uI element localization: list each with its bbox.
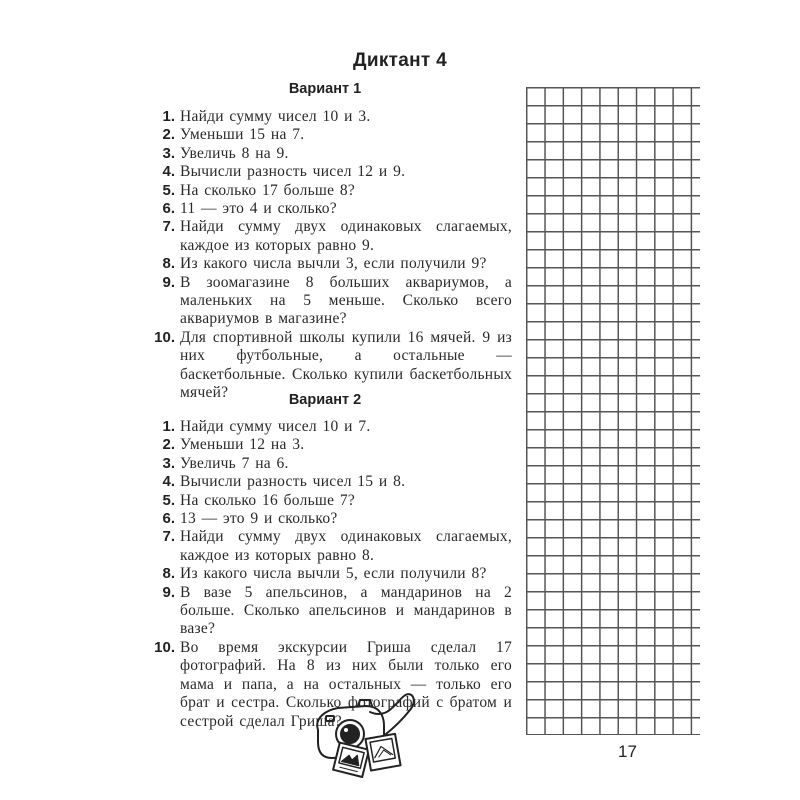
task-number: 2. [162, 126, 175, 144]
task-item [140, 492, 512, 510]
task-text: Уменьши 15 на 7. [180, 126, 305, 144]
task-number: 10. [154, 638, 175, 656]
task-item [140, 274, 512, 329]
variant-1-task-list [140, 108, 512, 403]
task-text: Во время экскурсии Гриша сделал 17 фотографий. На 8 из них были только его мама и папа, а на остальных — только его брат и сестра. Сколько фотографий с братом и сестрой сделал Гриша? [180, 638, 512, 730]
task-text: Найди сумму двух одинаковых слагаемых, каждое из которых равно 9. [180, 218, 512, 254]
page-number: 17 [618, 742, 637, 761]
task-item [140, 528, 512, 565]
task-item [140, 182, 512, 200]
task-number: 5. [162, 181, 175, 199]
task-item [140, 218, 512, 255]
task-text: На сколько 17 больше 8? [180, 181, 355, 199]
task-number: 3. [162, 454, 175, 472]
task-number: 7. [162, 528, 175, 546]
camera-with-photos-icon [300, 690, 430, 780]
task-item [140, 163, 512, 181]
task-text: Вычисли разность чисел 15 и 8. [180, 473, 406, 491]
task-item [140, 473, 512, 491]
task-number: 9. [162, 273, 175, 291]
task-text: Найди сумму чисел 10 и 3. [180, 108, 371, 125]
task-number: 6. [162, 200, 175, 218]
task-text: Найди сумму двух одинаковых слагаемых, каждое из которых равно 8. [180, 528, 512, 564]
page-title: Диктант 4 [353, 50, 447, 71]
task-item [140, 455, 512, 473]
task-item [140, 145, 512, 163]
task-item [140, 108, 512, 126]
task-number: 1. [162, 418, 175, 435]
task-number: 7. [162, 218, 175, 236]
task-text: Для спортивной школы купили 16 мячей. 9 из них футбольные, а остальные — баскетбольные. Сколько купили баскетбольных мячей? [180, 328, 512, 402]
task-number: 1. [162, 108, 175, 125]
task-number: 2. [162, 436, 175, 454]
task-text: Увеличь 8 на 9. [180, 144, 289, 162]
task-number: 4. [162, 163, 175, 181]
task-text: Уменьши 12 на 3. [180, 436, 305, 454]
task-text: В зоомагазине 8 больших аквариумов, а маленьких на 5 меньше. Сколько всего аквариумов в магазине? [180, 273, 512, 328]
task-text: Из какого числа вычли 5, если получили 8? [180, 565, 487, 583]
task-item [140, 418, 512, 436]
variant-2-task-list [140, 418, 512, 731]
task-text: 11 — это 4 и сколько? [180, 200, 337, 218]
task-item [140, 255, 512, 273]
task-text: Вычисли разность чисел 12 и 9. [180, 163, 406, 181]
task-number: 6. [162, 510, 175, 528]
task-text: В вазе 5 апельсинов, а мандаринов на 2 больше. Сколько апельсинов и мандаринов в вазе? [180, 583, 512, 638]
task-number: 4. [162, 473, 175, 491]
task-item [140, 565, 512, 583]
task-text: Увеличь 7 на 6. [180, 454, 289, 472]
task-number: 3. [162, 144, 175, 162]
task-item [140, 436, 512, 454]
task-text: Найди сумму чисел 10 и 7. [180, 418, 371, 435]
task-number: 10. [154, 328, 175, 346]
variant-2-title: Вариант 2 [288, 392, 362, 408]
task-number: 8. [162, 255, 175, 273]
task-number: 8. [162, 565, 175, 583]
task-text: 13 — это 9 и сколько? [180, 510, 338, 528]
task-text: Из какого числа вычли 3, если получили 9? [180, 255, 487, 273]
task-text: На сколько 16 больше 7? [180, 491, 355, 509]
task-item [140, 584, 512, 639]
answer-grid [526, 87, 700, 735]
task-item [140, 510, 512, 528]
variant-1-title: Вариант 1 [288, 81, 362, 97]
task-item [140, 126, 512, 144]
task-item [140, 200, 512, 218]
task-number: 5. [162, 491, 175, 509]
task-number: 9. [162, 583, 175, 601]
